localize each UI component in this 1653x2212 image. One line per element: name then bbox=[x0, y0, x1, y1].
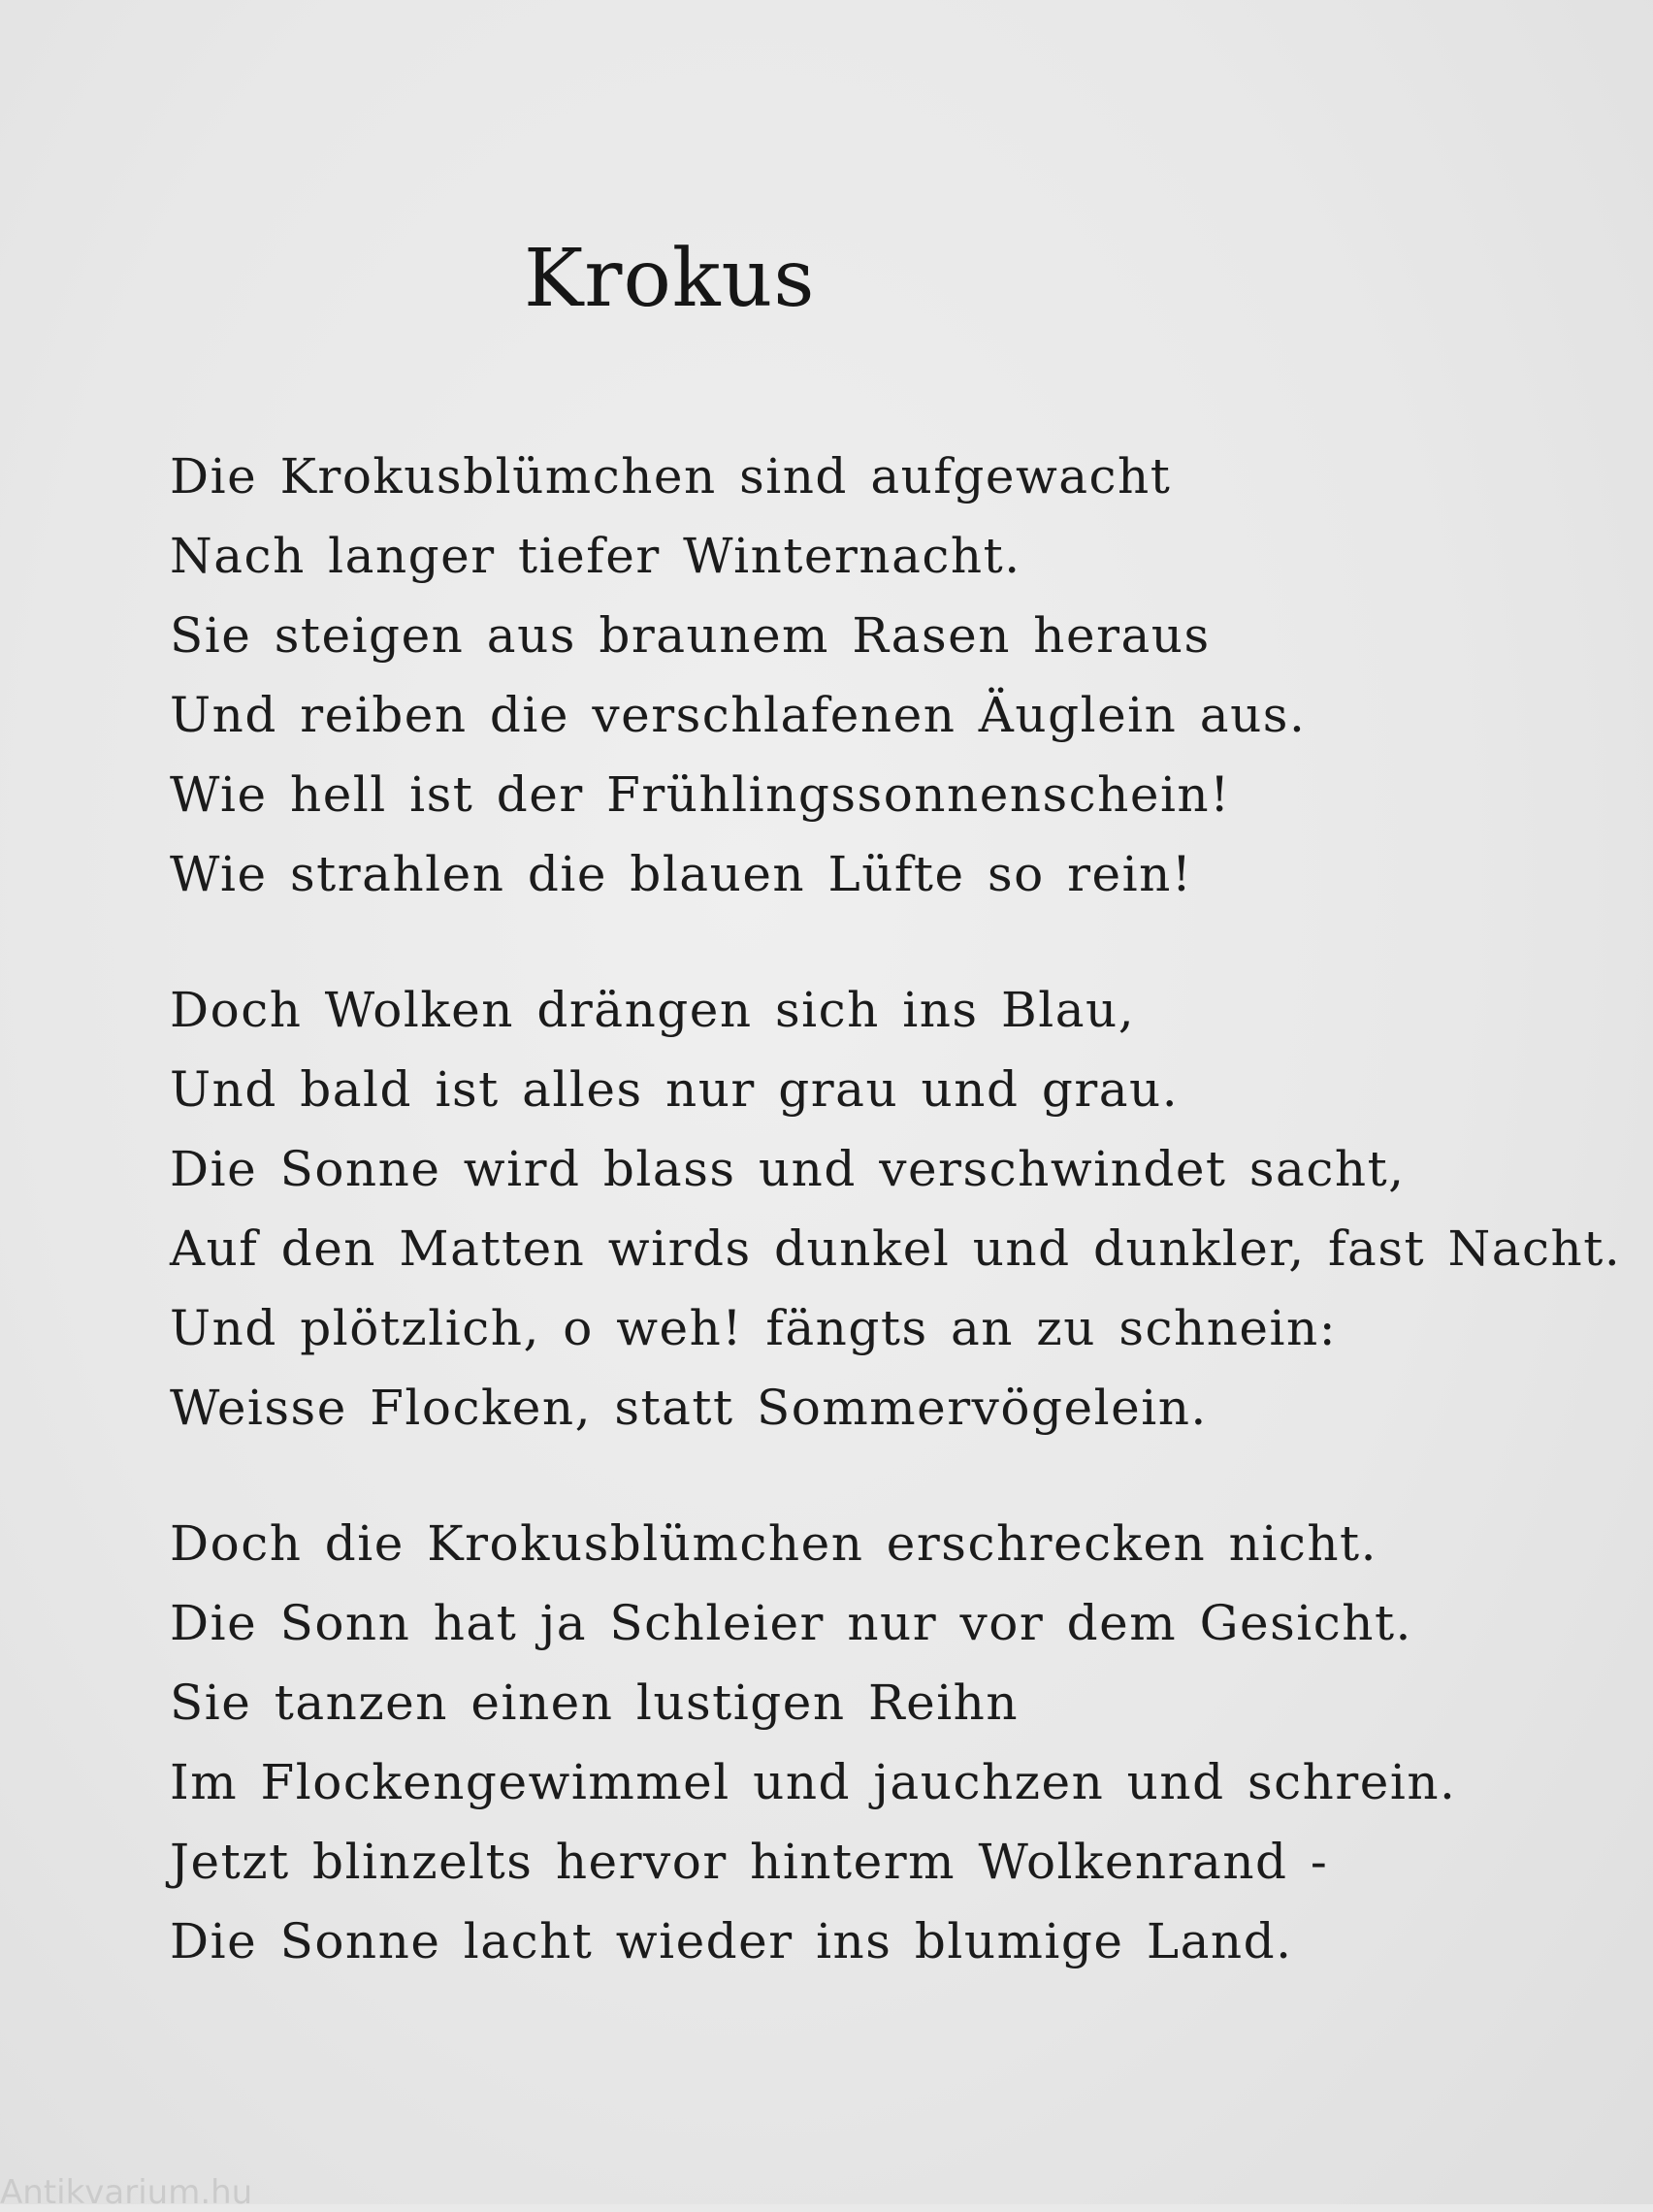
poem-line: Nach langer tiefer Winternacht. bbox=[170, 528, 1021, 584]
stanza-2 bbox=[170, 970, 1622, 1448]
poem-line: Doch die Krokusblümchen erschrecken nicht. bbox=[170, 1515, 1378, 1572]
poem-line: Und plötzlich, o weh! fängts an zu schnein: bbox=[170, 1300, 1338, 1356]
poem-line: Sie tanzen einen lustigen Reihn bbox=[170, 1675, 1020, 1731]
poem-title: Krokus bbox=[524, 233, 816, 325]
poem-line: Wie hell ist der Frühlingssonnenschein! bbox=[170, 766, 1231, 823]
poem-line: Die Sonne lacht wieder ins blumige Land. bbox=[170, 1913, 1293, 1969]
poem-line: Doch Wolken drängen sich ins Blau, bbox=[170, 982, 1136, 1038]
poem-line: Die Krokusblümchen sind aufgewacht bbox=[170, 448, 1172, 504]
stanza-3 bbox=[170, 1504, 1586, 1981]
poem-line: Und bald ist alles nur grau und grau. bbox=[170, 1061, 1180, 1118]
poem-line: Weisse Flocken, statt Sommervögelein. bbox=[170, 1380, 1208, 1436]
poem-line: Die Sonne wird blass und verschwindet sacht, bbox=[170, 1141, 1406, 1197]
poem-line: Jetzt blinzelts hervor hinterm Wolkenrand - bbox=[170, 1834, 1329, 1890]
watermark: Antikvarium.hu bbox=[0, 2173, 253, 2212]
stanza-1 bbox=[170, 437, 1586, 914]
poem-line: Wie strahlen die blauen Lüfte so rein! bbox=[170, 846, 1193, 902]
poem-line: Im Flockengewimmel und jauchzen und schrein. bbox=[170, 1754, 1457, 1810]
poem-line: Und reiben die verschlafenen Äuglein aus. bbox=[170, 687, 1307, 743]
poem-line: Sie steigen aus braunem Rasen heraus bbox=[170, 607, 1211, 664]
poem-line: Die Sonn hat ja Schleier nur vor dem Gesicht. bbox=[170, 1595, 1412, 1651]
poem-line: Auf den Matten wirds dunkel und dunkler, fast Nacht. bbox=[170, 1220, 1622, 1277]
